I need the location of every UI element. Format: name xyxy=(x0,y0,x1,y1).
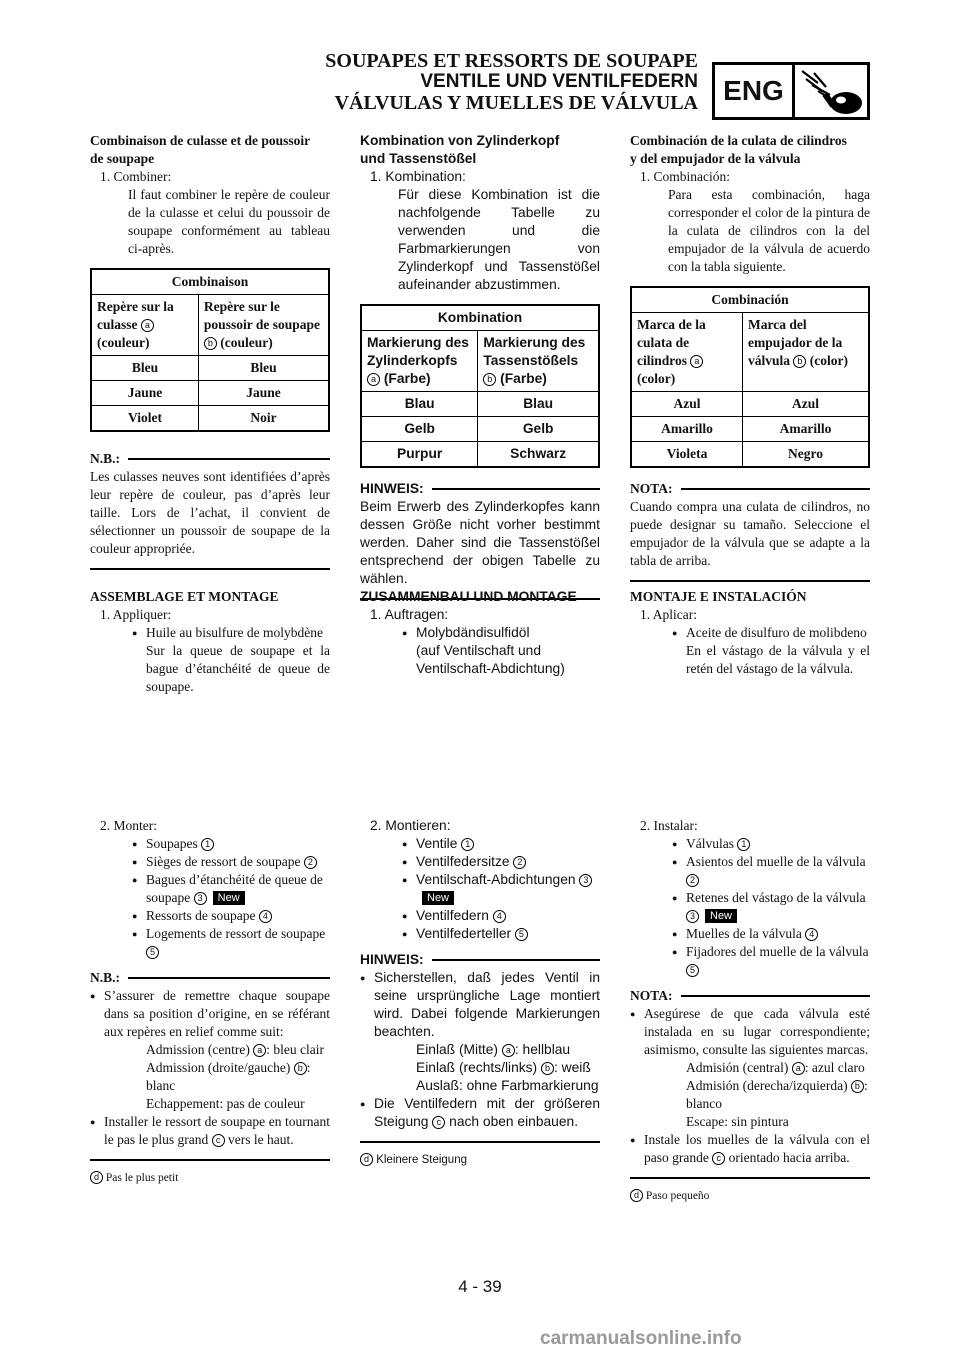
de-combo-table xyxy=(360,304,600,468)
list-item: ● Ventilschaft-Abdichtungen 3New xyxy=(360,871,600,907)
divider xyxy=(90,568,330,570)
de-note2-item: ● Die Ventilfedern mit der größeren Steigung c nach oben einbauen. xyxy=(360,1095,600,1131)
fr-apply-where: Sur la queue de soupape et la bague d’étanchéité de queue de soupape. xyxy=(146,643,330,694)
de-apply-label: 1. Auftragen: xyxy=(370,607,449,622)
table-cell: Jaune xyxy=(91,381,198,406)
es-step1-label: 1. Combinación: xyxy=(640,169,730,184)
divider xyxy=(90,1159,330,1161)
table-cell: Noir xyxy=(198,406,329,432)
list-item: ● Fijadores del muelle de la válvula 5 xyxy=(630,943,870,979)
fr-apply-item: ● Huile au bisulfure de molybdène xyxy=(90,624,330,642)
es-install-label: 2. Instalar: xyxy=(640,818,698,833)
de-mark-3: Auslaß: ohne Farbmarkierung xyxy=(416,1078,599,1093)
table-cell: Bleu xyxy=(91,356,198,381)
page-number: 4 - 39 xyxy=(458,1277,502,1296)
de-note-text: Beim Erwerb des Zylinderkopfes kann dessen Größe nicht vorher bestimmt werden. Daher sind die Tassenstößel entsprechend der obigen Tabelle zu wählen. xyxy=(360,499,600,586)
new-badge: New xyxy=(422,891,454,905)
table-head-left: Repère sur la culasse a (couleur) xyxy=(91,295,198,356)
de-combo-title: Kombination von Zylinderkopf und Tassenstößel xyxy=(360,133,560,166)
de-assembly xyxy=(360,588,600,678)
fr-mark-2-value: blanc xyxy=(146,1078,176,1093)
list-item: ● Válvulas 1 xyxy=(630,835,870,853)
fr-assembly xyxy=(90,588,330,696)
table-head-left: Markierung des Zylinderkopfs a (Farbe) xyxy=(361,331,478,392)
fr-note2-header: N.B.: xyxy=(90,969,330,987)
table-cell: Amarillo xyxy=(631,417,743,442)
es-note-text: Cuando compra una culata de cilindros, no puede designar su tamaño. Seleccione el empujador de la válvula que se adapte a la tabla de arriba. xyxy=(630,499,870,568)
es-apply-item: ● Aceite de disulfuro de molibdeno xyxy=(630,624,870,642)
fr-note-header: N.B.: xyxy=(90,450,330,468)
divider xyxy=(360,1141,600,1143)
fr-mark-1: Admission (centre) a : bleu clair xyxy=(146,1042,324,1057)
list-item: ● Ventilfedersitze 2 xyxy=(360,853,600,871)
es-note2-item: ● Instale los muelles de la válvula con el paso grande c orientado hacia arriba. xyxy=(630,1131,870,1167)
list-item: ● Asientos del muelle de la válvula 2 xyxy=(630,853,870,889)
table-cell: Violeta xyxy=(631,442,743,468)
fr-assembly-title: ASSEMBLAGE ET MONTAGE xyxy=(90,589,279,604)
list-item: ● Soupapes 1 xyxy=(90,835,330,853)
es-note2-item: ● Asegúrese de que cada válvula esté instalada en su lugar correspondiente; asimismo, consulte las siguientes marcas. xyxy=(630,1005,870,1059)
header-title-es: VÁLVULAS Y MUELLES DE VÁLVULA xyxy=(334,92,698,114)
table-cell: Gelb xyxy=(478,417,599,442)
es-note2-header: NOTA: xyxy=(630,987,870,1005)
divider xyxy=(630,580,870,582)
table-caption: Kombination xyxy=(361,305,599,331)
de-mark-2: Einlaß (rechts/links) b : weiß xyxy=(416,1060,591,1075)
fr-note2-item: ● Installer le ressort de soupape en tournant le pas le plus grand c vers le haut. xyxy=(90,1113,330,1149)
es-assembly-title: MONTAJE E INSTALACIÓN xyxy=(630,589,807,604)
de-install-label: 2. Montieren: xyxy=(370,818,451,833)
header-title-de: VENTILE UND VENTILFEDERN xyxy=(420,71,698,92)
table-cell: Amarillo xyxy=(743,417,870,442)
table-cell: Azul xyxy=(743,392,870,417)
de-note-header: HINWEIS: xyxy=(360,480,600,498)
table-caption: Combinaison xyxy=(91,269,329,295)
es-step1-text: Para esta combinación, haga corresponder el color de la pintura de la culata de cilindros con la del empujador de la válvula de acuerdo con la tabla siguiente. xyxy=(668,187,870,274)
eng-badge xyxy=(712,62,870,120)
table-cell: Bleu xyxy=(198,356,329,381)
fr-combo-table xyxy=(90,268,330,432)
new-badge: New xyxy=(705,909,737,923)
fr-apply-label: 1. Appliquer: xyxy=(100,607,172,622)
list-item: ● Ventilfederteller 5 xyxy=(360,925,600,943)
list-item: ● Retenes del vástago de la válvula 3 New xyxy=(630,889,870,925)
table-cell: Blau xyxy=(361,392,478,417)
fr-combo-title: Combinaison de culasse et de poussoir de soupape xyxy=(90,133,311,166)
table-cell: Blau xyxy=(478,392,599,417)
table-head-right: Markierung des Tassenstößels b (Farbe) xyxy=(478,331,599,392)
column-spanish xyxy=(630,132,870,582)
es-note-header: NOTA: xyxy=(630,480,870,498)
de-assembly-title: ZUSAMMENBAU UND MONTAGE xyxy=(360,589,577,604)
fr-install-label: 2. Monter: xyxy=(100,818,157,833)
de-note2-item: ● Sicherstellen, daß jedes Ventil in seine ursprüngliche Lage montiert wird. Dabei folgende Markierungen beachten. xyxy=(360,969,600,1041)
list-item: ● Bagues d’étanchéité de queue de soupape 3 New xyxy=(90,871,330,907)
list-item: ● Ventile 1 xyxy=(360,835,600,853)
es-combo-table xyxy=(630,286,870,468)
header-title-fr: SOUPAPES ET RESSORTS DE SOUPAPE xyxy=(325,50,698,72)
table-head-left: Marca de la culata de cilindros a (color) xyxy=(631,313,743,392)
fr-install xyxy=(90,817,330,1187)
table-cell: Jaune xyxy=(198,381,329,406)
table-cell: Azul xyxy=(631,392,743,417)
de-install xyxy=(360,817,600,1169)
de-footnote: d Kleinere Steigung xyxy=(360,1151,600,1169)
de-step1-text: Für diese Kombination ist die nachfolgende Tabelle zu verwenden und die Farbmarkierungen von Zylinderkopf und Tassenstößel aufeinander abzustimmen. xyxy=(398,187,600,292)
de-mark-1: Einlaß (Mitte) a : hellblau xyxy=(416,1042,571,1057)
es-combo-title: Combinación de la culata de cilindros y del empujador de la válvula xyxy=(630,133,847,166)
es-mark-2: Admisión (derecha/izquierda) b : blanco xyxy=(686,1078,868,1111)
list-item: ● Sièges de ressort de soupape 2 xyxy=(90,853,330,871)
list-item: ● Ressorts de soupape 4 xyxy=(90,907,330,925)
table-caption: Combinación xyxy=(631,287,869,313)
table-cell: Negro xyxy=(743,442,870,468)
list-item: ● Ventilfedern 4 xyxy=(360,907,600,925)
table-cell: Purpur xyxy=(361,442,478,468)
de-apply-where: (auf Ventilschaft und Ventilschaft-Abdichtung) xyxy=(416,643,565,676)
watermark: carmanualsonline.info xyxy=(540,1328,742,1349)
es-mark-1: Admisión (central) a : azul claro xyxy=(686,1060,865,1075)
column-german xyxy=(360,132,600,600)
es-assembly xyxy=(630,588,870,678)
list-item: ● Muelles de la válvula 4 xyxy=(630,925,870,943)
table-cell: Gelb xyxy=(361,417,478,442)
de-apply-item: ● Molybdändisulfidöl xyxy=(360,624,600,642)
fr-mark-3: Echappement: pas de couleur xyxy=(146,1096,305,1111)
table-cell: Schwarz xyxy=(478,442,599,468)
list-item: ● Logements de ressort de soupape 5 xyxy=(90,925,330,961)
fr-note-text: Les culasses neuves sont identifiées d’après leur repère de couleur, pas d’après leur taille. Lors de l’achat, il convient de sélectionner un poussoir de soupape de la couleur appropriée. xyxy=(90,469,330,556)
de-note2-header: HINWEIS: xyxy=(360,951,600,969)
de-step1-label: 1. Kombination: xyxy=(370,169,466,184)
fr-mark-2: Admission (droite/gauche) b : xyxy=(146,1060,311,1075)
eng-label: ENG xyxy=(715,65,795,117)
fr-note2-item: ● S’assurer de remettre chaque soupape dans sa position d’origine, en se référant aux repères en relief comme suit: xyxy=(90,987,330,1041)
table-head-right: Repère sur le poussoir de soupape b (couleur) xyxy=(198,295,329,356)
fr-step1-label: 1. Combiner: xyxy=(100,169,172,184)
es-install xyxy=(630,817,870,1205)
fr-footnote: d Pas le plus petit xyxy=(90,1169,330,1187)
column-french xyxy=(90,132,330,570)
es-mark-3: Escape: sin pintura xyxy=(686,1114,789,1129)
es-apply-label: 1. Aplicar: xyxy=(640,607,697,622)
es-apply-where: En el vástago de la válvula y el retén del vástago de la válvula. xyxy=(686,643,870,676)
new-badge: New xyxy=(213,891,245,905)
es-footnote: d Paso pequeño xyxy=(630,1187,870,1205)
fr-step1-text: Il faut combiner le repère de couleur de la culasse et celui du poussoir de soupape conformément au tableau ci-après. xyxy=(128,187,330,256)
engine-valve-spring-icon xyxy=(795,65,867,117)
divider xyxy=(630,1177,870,1179)
table-cell: Violet xyxy=(91,406,198,432)
table-head-right: Marca del empujador de la válvula b (color) xyxy=(743,313,870,392)
